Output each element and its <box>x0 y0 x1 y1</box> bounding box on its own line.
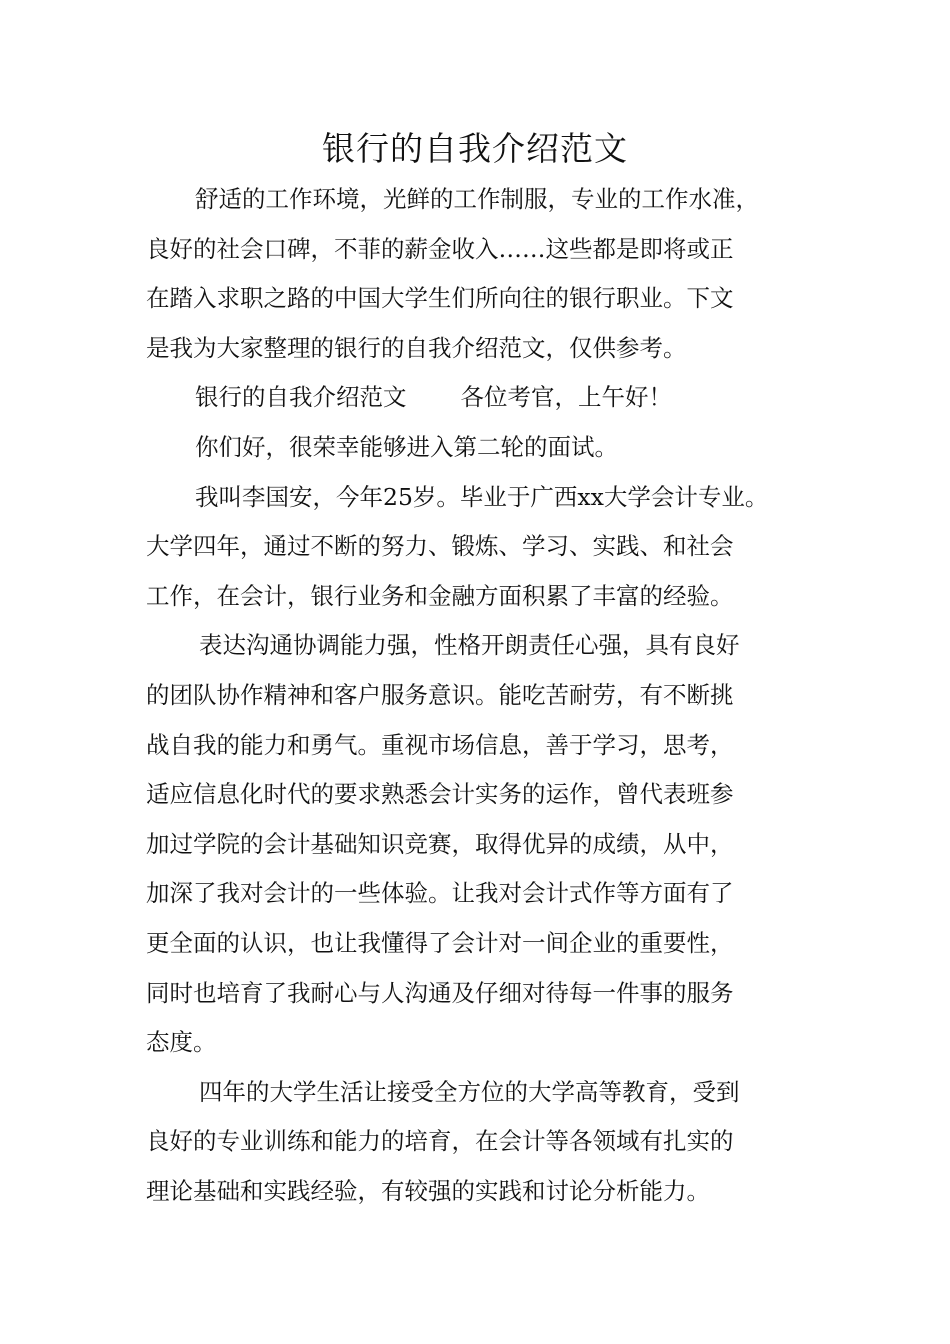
text-line: 同时也培育了我耐心与人沟通及仔细对待每一件事的服务 <box>146 978 734 1007</box>
text-line: 良好的专业训练和能力的培育，在会计等各领域有扎实的 <box>146 1127 734 1156</box>
text-line: 表达沟通协调能力强，性格开朗责任心强，具有良好 <box>199 631 740 660</box>
text-line: 加过学院的会计基础知识竞赛，取得优异的成绩，从中， <box>146 829 734 858</box>
text-line: 理论基础和实践经验，有较强的实践和讨论分析能力。 <box>146 1176 710 1205</box>
text-line: 工作，在会计，银行业务和金融方面积累了丰富的经验。 <box>146 581 734 610</box>
text-line: 我叫李国安，今年25岁。毕业于广西xx大学会计专业。 <box>195 482 769 511</box>
text-line: 在踏入求职之路的中国大学生们所向往的银行职业。下文 <box>146 284 734 313</box>
text-line: 战自我的能力和勇气。重视市场信息，善于学习，思考， <box>146 730 734 759</box>
text-line: 四年的大学生活让接受全方位的大学高等教育，受到 <box>199 1077 740 1106</box>
text-line <box>146 373 826 423</box>
paragraph-intro <box>146 175 826 373</box>
document-body <box>146 175 826 1216</box>
text-line: 舒适的工作环境，光鲜的工作制服，专业的工作水准， <box>195 185 759 213</box>
text-line: 态度。 <box>146 1028 217 1057</box>
paragraph-abilities <box>146 621 826 1067</box>
text-line: 更全面的认识，也让我懂得了会计对一间企业的重要性， <box>146 928 734 957</box>
paragraph-heading-greeting <box>146 373 826 423</box>
text-line: 大学四年，通过不断的努力、锻炼、学习、实践、和社会 <box>146 532 734 561</box>
greeting-text: 各位考官，上午好！ <box>460 383 672 412</box>
text-line: 的团队协作精神和客户服务意识。能吃苦耐劳，有不断挑 <box>146 680 734 709</box>
text-line: 你们好，很荣幸能够进入第二轮的面试。 <box>195 432 618 461</box>
text-line: 良好的社会口碑，不菲的薪金收入……这些都是即将或正 <box>146 234 734 263</box>
paragraph-background <box>146 473 826 622</box>
text-line: 适应信息化时代的要求熟悉会计实务的运作，曾代表班参 <box>146 780 734 809</box>
paragraph-education <box>146 1068 826 1217</box>
text-line: 是我为大家整理的银行的自我介绍范文，仅供参考。 <box>146 333 687 362</box>
paragraph-welcome <box>146 423 826 473</box>
text-line: 加深了我对会计的一些体验。让我对会计式作等方面有了 <box>146 879 734 908</box>
document-title: 银行的自我介绍范文 <box>322 129 628 168</box>
section-heading: 银行的自我介绍范文 <box>195 383 407 412</box>
